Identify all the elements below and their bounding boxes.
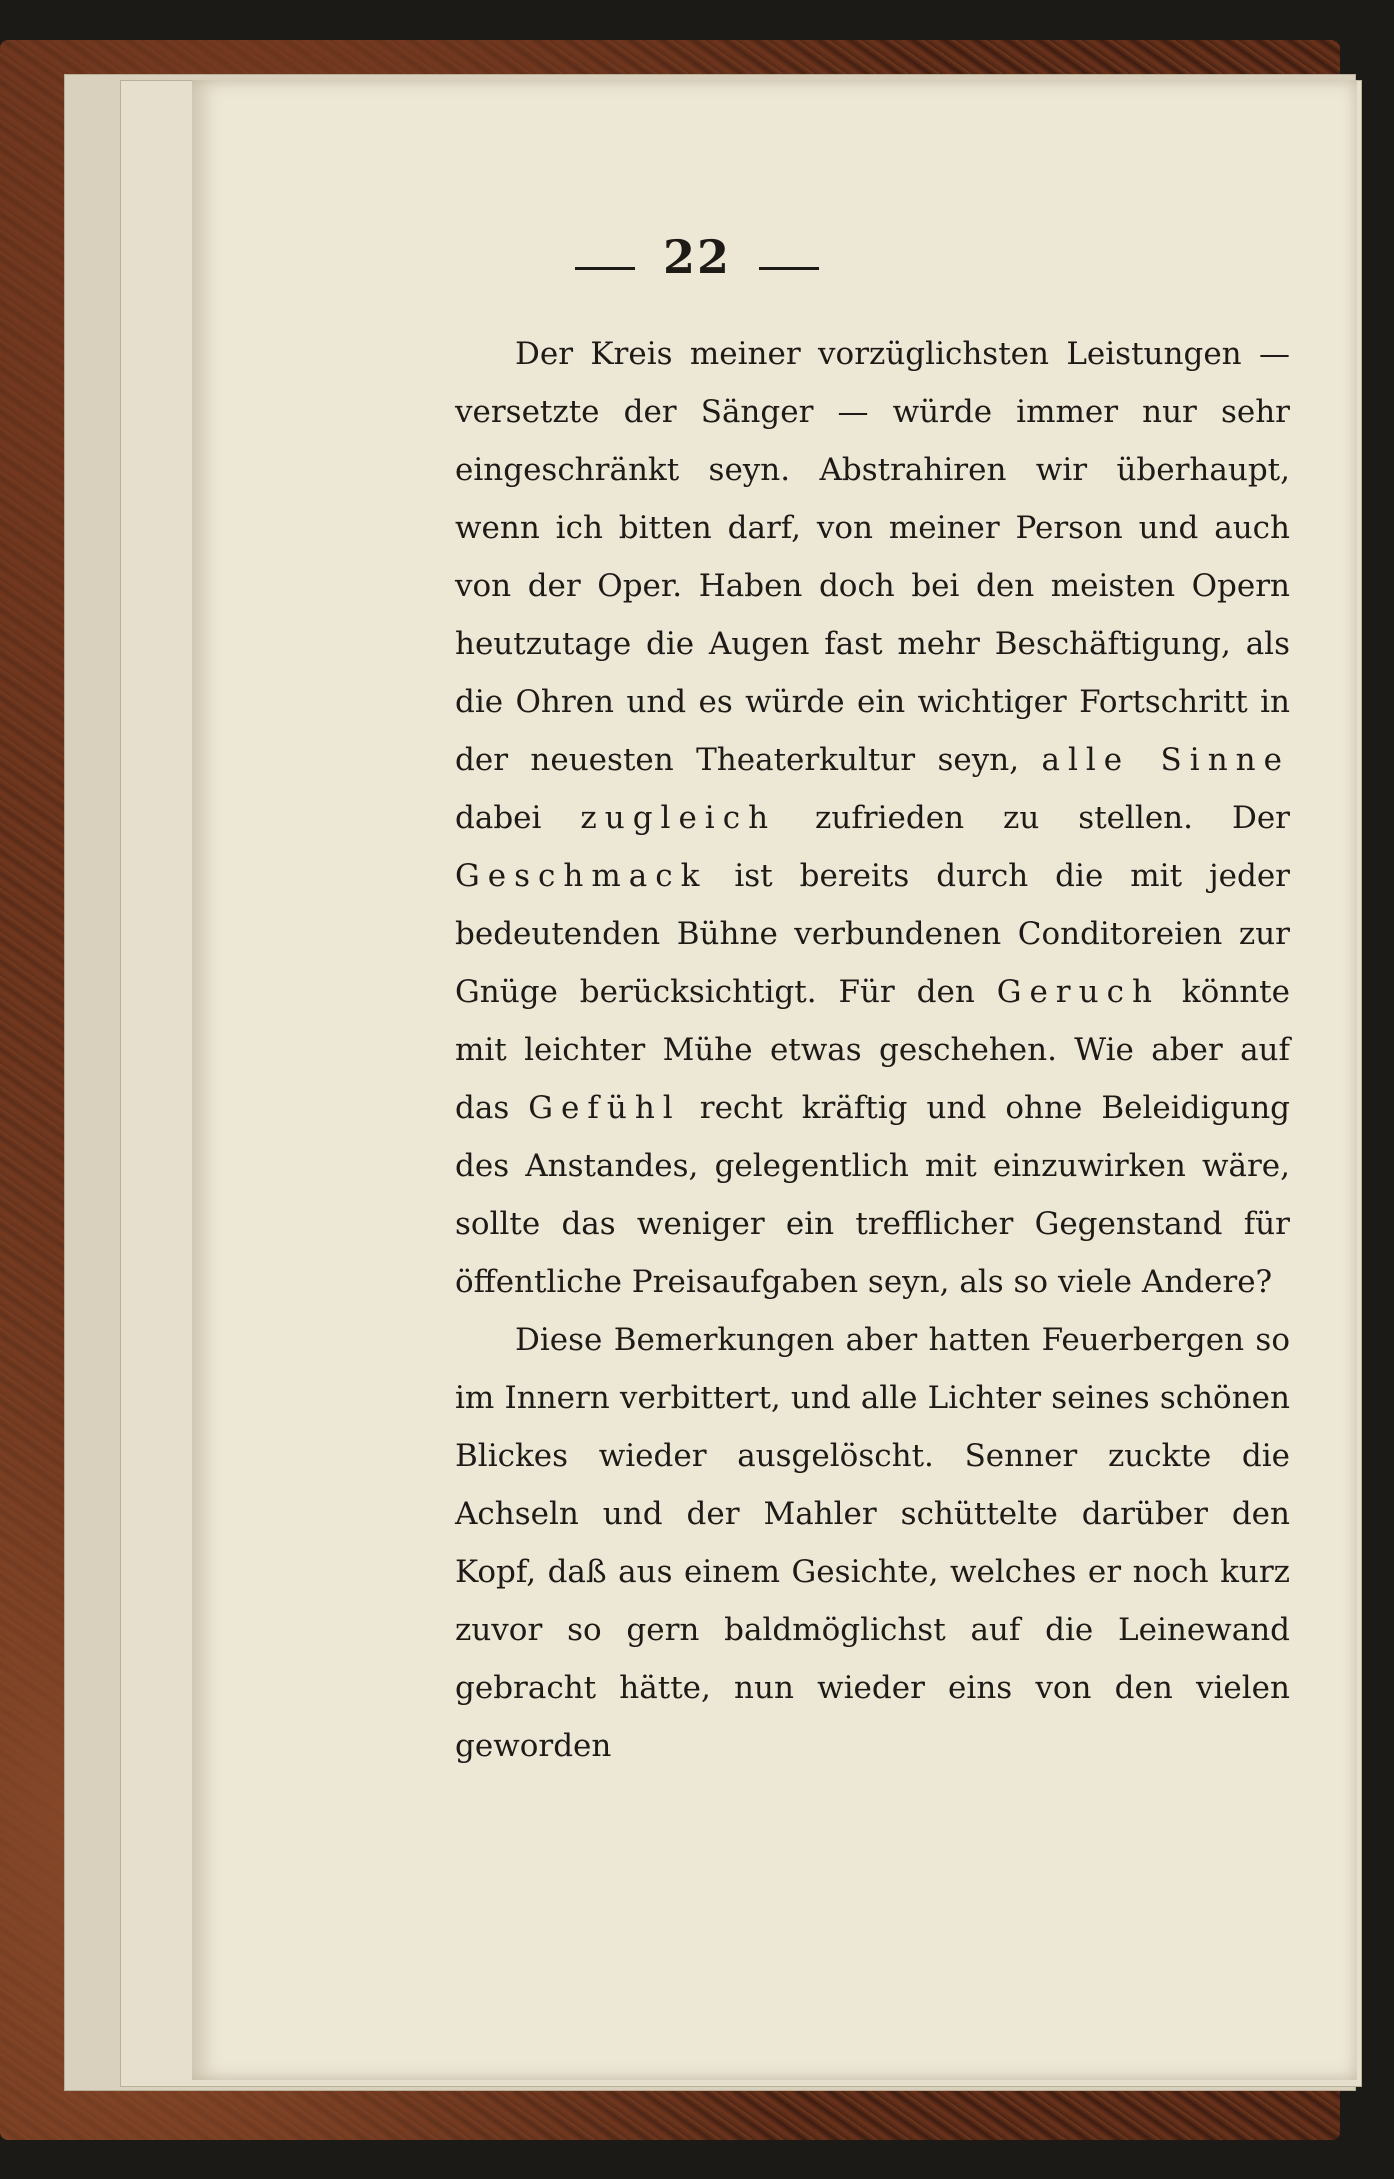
- body-text: [455, 325, 1290, 1775]
- paragraph: [455, 1311, 1290, 1775]
- emphasis-spaced: Geruch: [996, 974, 1160, 1010]
- text-run: Diese Bemerkungen aber hatten Feuerbergen so im Innern verbittert, und alle Lichter seines schönen Blickes wieder ausgelöscht. Senner zuckte die Achseln und der Mahler schüttelte darüber den Kopf, daß aus einem Gesichte, welches er noch kurz zuvor so gern baldmöglichst auf die Leinewand gebracht hätte, nun wieder eins von den vielen geworden: [455, 1322, 1290, 1764]
- header-dash-right: [759, 267, 819, 270]
- text-run: ist bereits durch die mit jeder bedeutenden Bühne verbundenen Conditoreien zur Gnüge berücksichtigt. Für den: [455, 858, 1290, 1010]
- text-run: dabei: [455, 800, 581, 836]
- emphasis-spaced: alle Sinne: [1041, 742, 1290, 778]
- page-number: 22: [662, 230, 731, 284]
- emphasis-spaced: Gefühl: [528, 1090, 681, 1126]
- text-run: Der Kreis meiner vorzüglichsten Leistungen — versetzte der Sänger — würde immer nur sehr eingeschränkt seyn. Abstrahiren wir überhaupt, wenn ich bitten darf, von meiner Person und auch von der Oper. Haben doch bei den meisten Opern heutzutage die Augen fast mehr Beschäftigung, als die Ohren und es würde ein wichtiger Fortschritt in der neuesten Theaterkultur seyn,: [455, 336, 1290, 778]
- text-run: könnte mit leichter Mühe etwas geschehen. Wie aber auf das: [455, 974, 1290, 1126]
- paragraph: [455, 325, 1290, 1311]
- text-run: zufrieden zu stellen. Der: [776, 800, 1290, 836]
- header-dash-left: [575, 267, 635, 270]
- text-run: recht kräftig und ohne Beleidigung des Anstandes, gelegentlich mit einzuwirken wäre, sollte das weniger ein trefflicher Gegenstand für öffentliche Preisaufgaben seyn, als so viele Andere?: [455, 1090, 1291, 1300]
- emphasis-spaced: zugleich: [580, 800, 777, 836]
- page-header: [0, 230, 1394, 284]
- emphasis-spaced: Geschmack: [455, 858, 708, 894]
